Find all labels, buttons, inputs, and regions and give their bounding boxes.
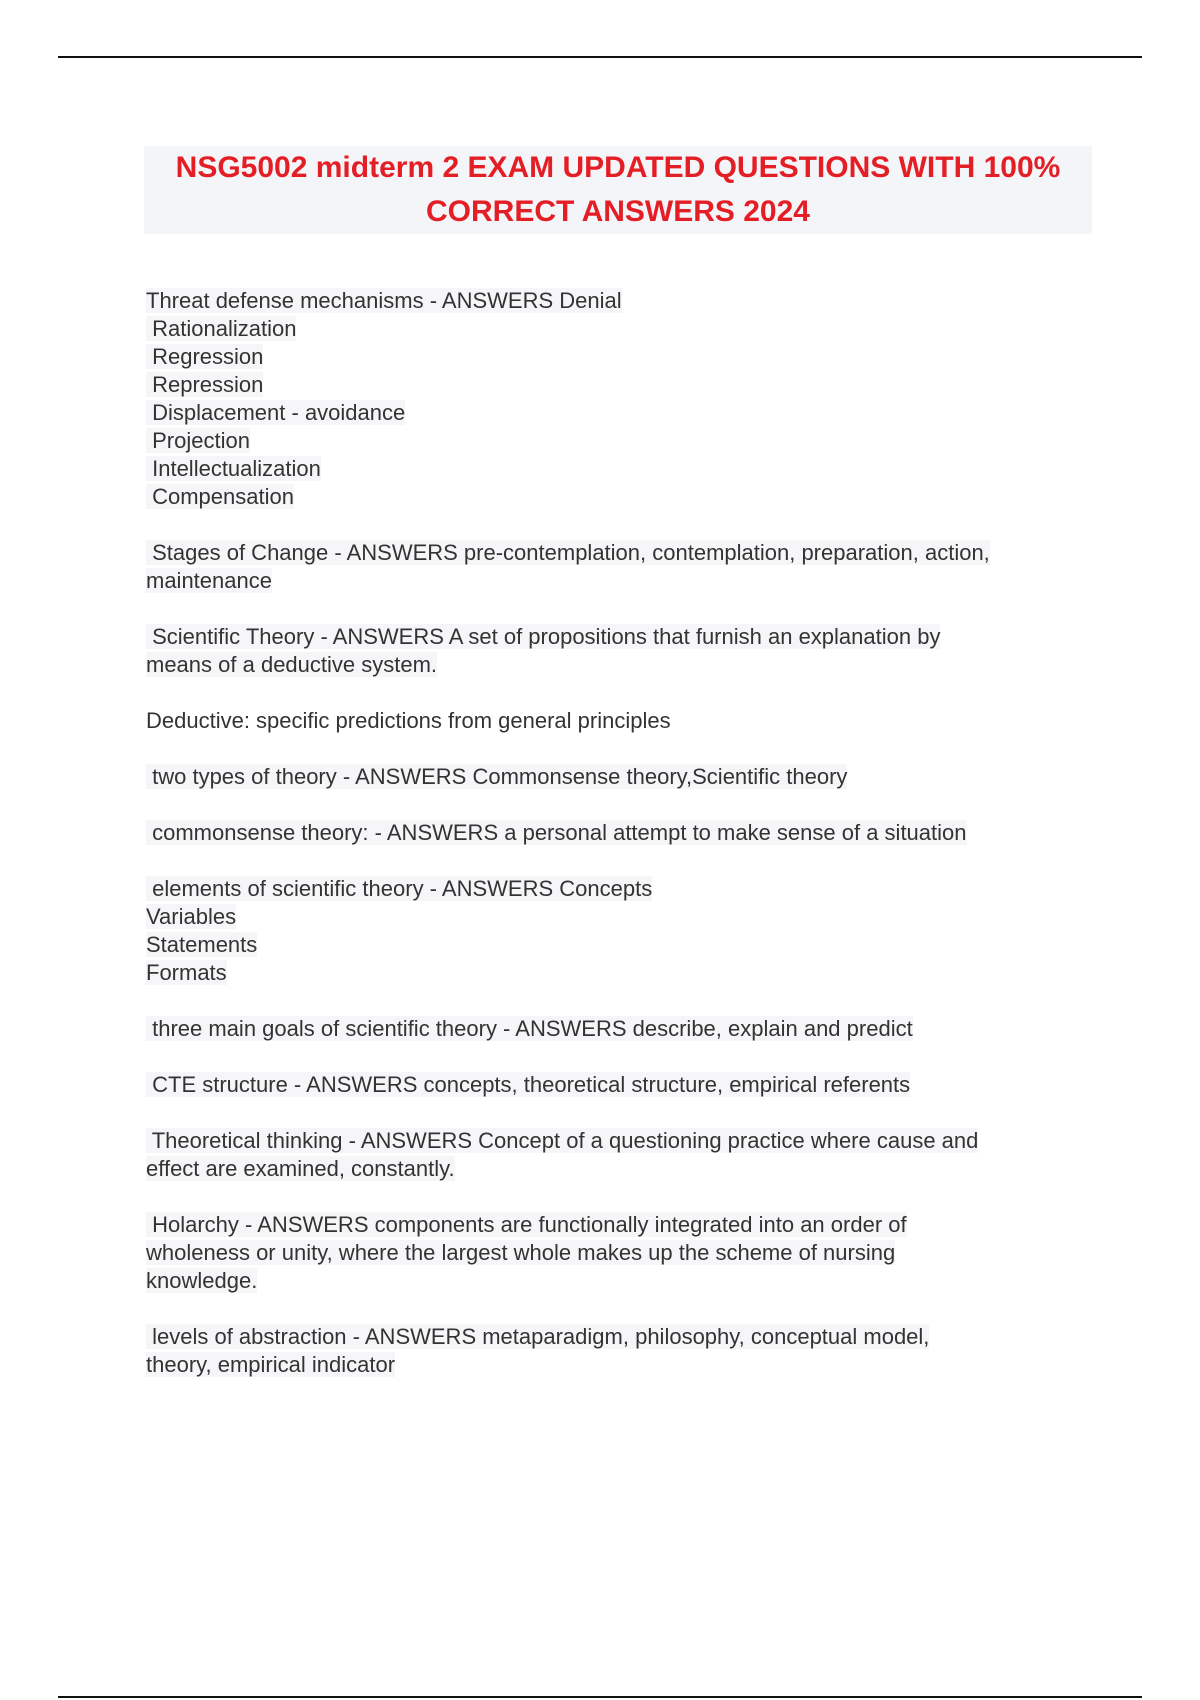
qa-entry <box>146 287 1096 511</box>
entry-line: CTE structure - ANSWERS concepts, theoretical structure, empirical referents <box>146 1072 911 1097</box>
entry-line: Intellectualization <box>146 456 321 481</box>
entry-line: Formats <box>146 960 227 985</box>
entry-line: Variables <box>146 904 237 929</box>
entry-line: Displacement - avoidance <box>146 400 406 425</box>
entry-line: Projection <box>146 428 250 453</box>
qa-entry <box>146 763 1096 791</box>
qa-entry <box>146 819 1096 847</box>
entry-line: two types of theory - ANSWERS Commonsense theory,Scientific theory <box>146 764 848 789</box>
entry-line: Stages of Change - ANSWERS pre-contemplation, contemplation, preparation, action, <box>146 540 990 565</box>
bottom-rule <box>58 1696 1142 1698</box>
document-title <box>144 146 1092 234</box>
qa-entry <box>146 623 1096 679</box>
entry-line: means of a deductive system. <box>146 652 438 677</box>
qa-entry <box>146 875 1096 987</box>
entry-line: theory, empirical indicator <box>146 1352 396 1377</box>
entry-line: commonsense theory: - ANSWERS a personal attempt to make sense of a situation <box>146 820 967 845</box>
entry-line: Regression <box>146 344 264 369</box>
qa-entry <box>146 1071 1096 1099</box>
entry-line: Statements <box>146 932 258 957</box>
entry-line: Rationalization <box>146 316 297 341</box>
title-line-1: NSG5002 midterm 2 EXAM UPDATED QUESTIONS WITH 100% <box>175 151 1061 184</box>
qa-entry <box>146 1323 1096 1379</box>
qa-entry <box>146 707 1096 735</box>
qa-entry <box>146 1211 1096 1295</box>
entry-line: Repression <box>146 372 264 397</box>
entry-line: levels of abstraction - ANSWERS metaparadigm, philosophy, conceptual model, <box>146 1324 930 1349</box>
entry-line: Theoretical thinking - ANSWERS Concept of a questioning practice where cause and <box>146 1128 979 1153</box>
qa-entry <box>146 1015 1096 1043</box>
qa-entry <box>146 539 1096 595</box>
entry-line: effect are examined, constantly. <box>146 1156 455 1181</box>
entry-line: Scientific Theory - ANSWERS A set of propositions that furnish an explanation by <box>146 624 941 649</box>
qa-entry <box>146 1127 1096 1183</box>
entry-line: Holarchy - ANSWERS components are functionally integrated into an order of <box>146 1212 907 1237</box>
entry-line: elements of scientific theory - ANSWERS Concepts <box>146 876 653 901</box>
entry-line: maintenance <box>146 568 272 593</box>
entry-line: Threat defense mechanisms - ANSWERS Denial <box>146 288 622 313</box>
title-line-2: CORRECT ANSWERS 2024 <box>426 195 810 228</box>
entry-line: Deductive: specific predictions from general principles <box>146 708 671 733</box>
entry-line: Compensation <box>146 484 294 509</box>
entry-line: wholeness or unity, where the largest whole makes up the scheme of nursing <box>146 1240 896 1265</box>
qa-list <box>146 287 1096 1379</box>
entry-line: three main goals of scientific theory - ANSWERS describe, explain and predict <box>146 1016 913 1041</box>
entry-line: knowledge. <box>146 1268 258 1293</box>
top-rule <box>58 56 1142 58</box>
